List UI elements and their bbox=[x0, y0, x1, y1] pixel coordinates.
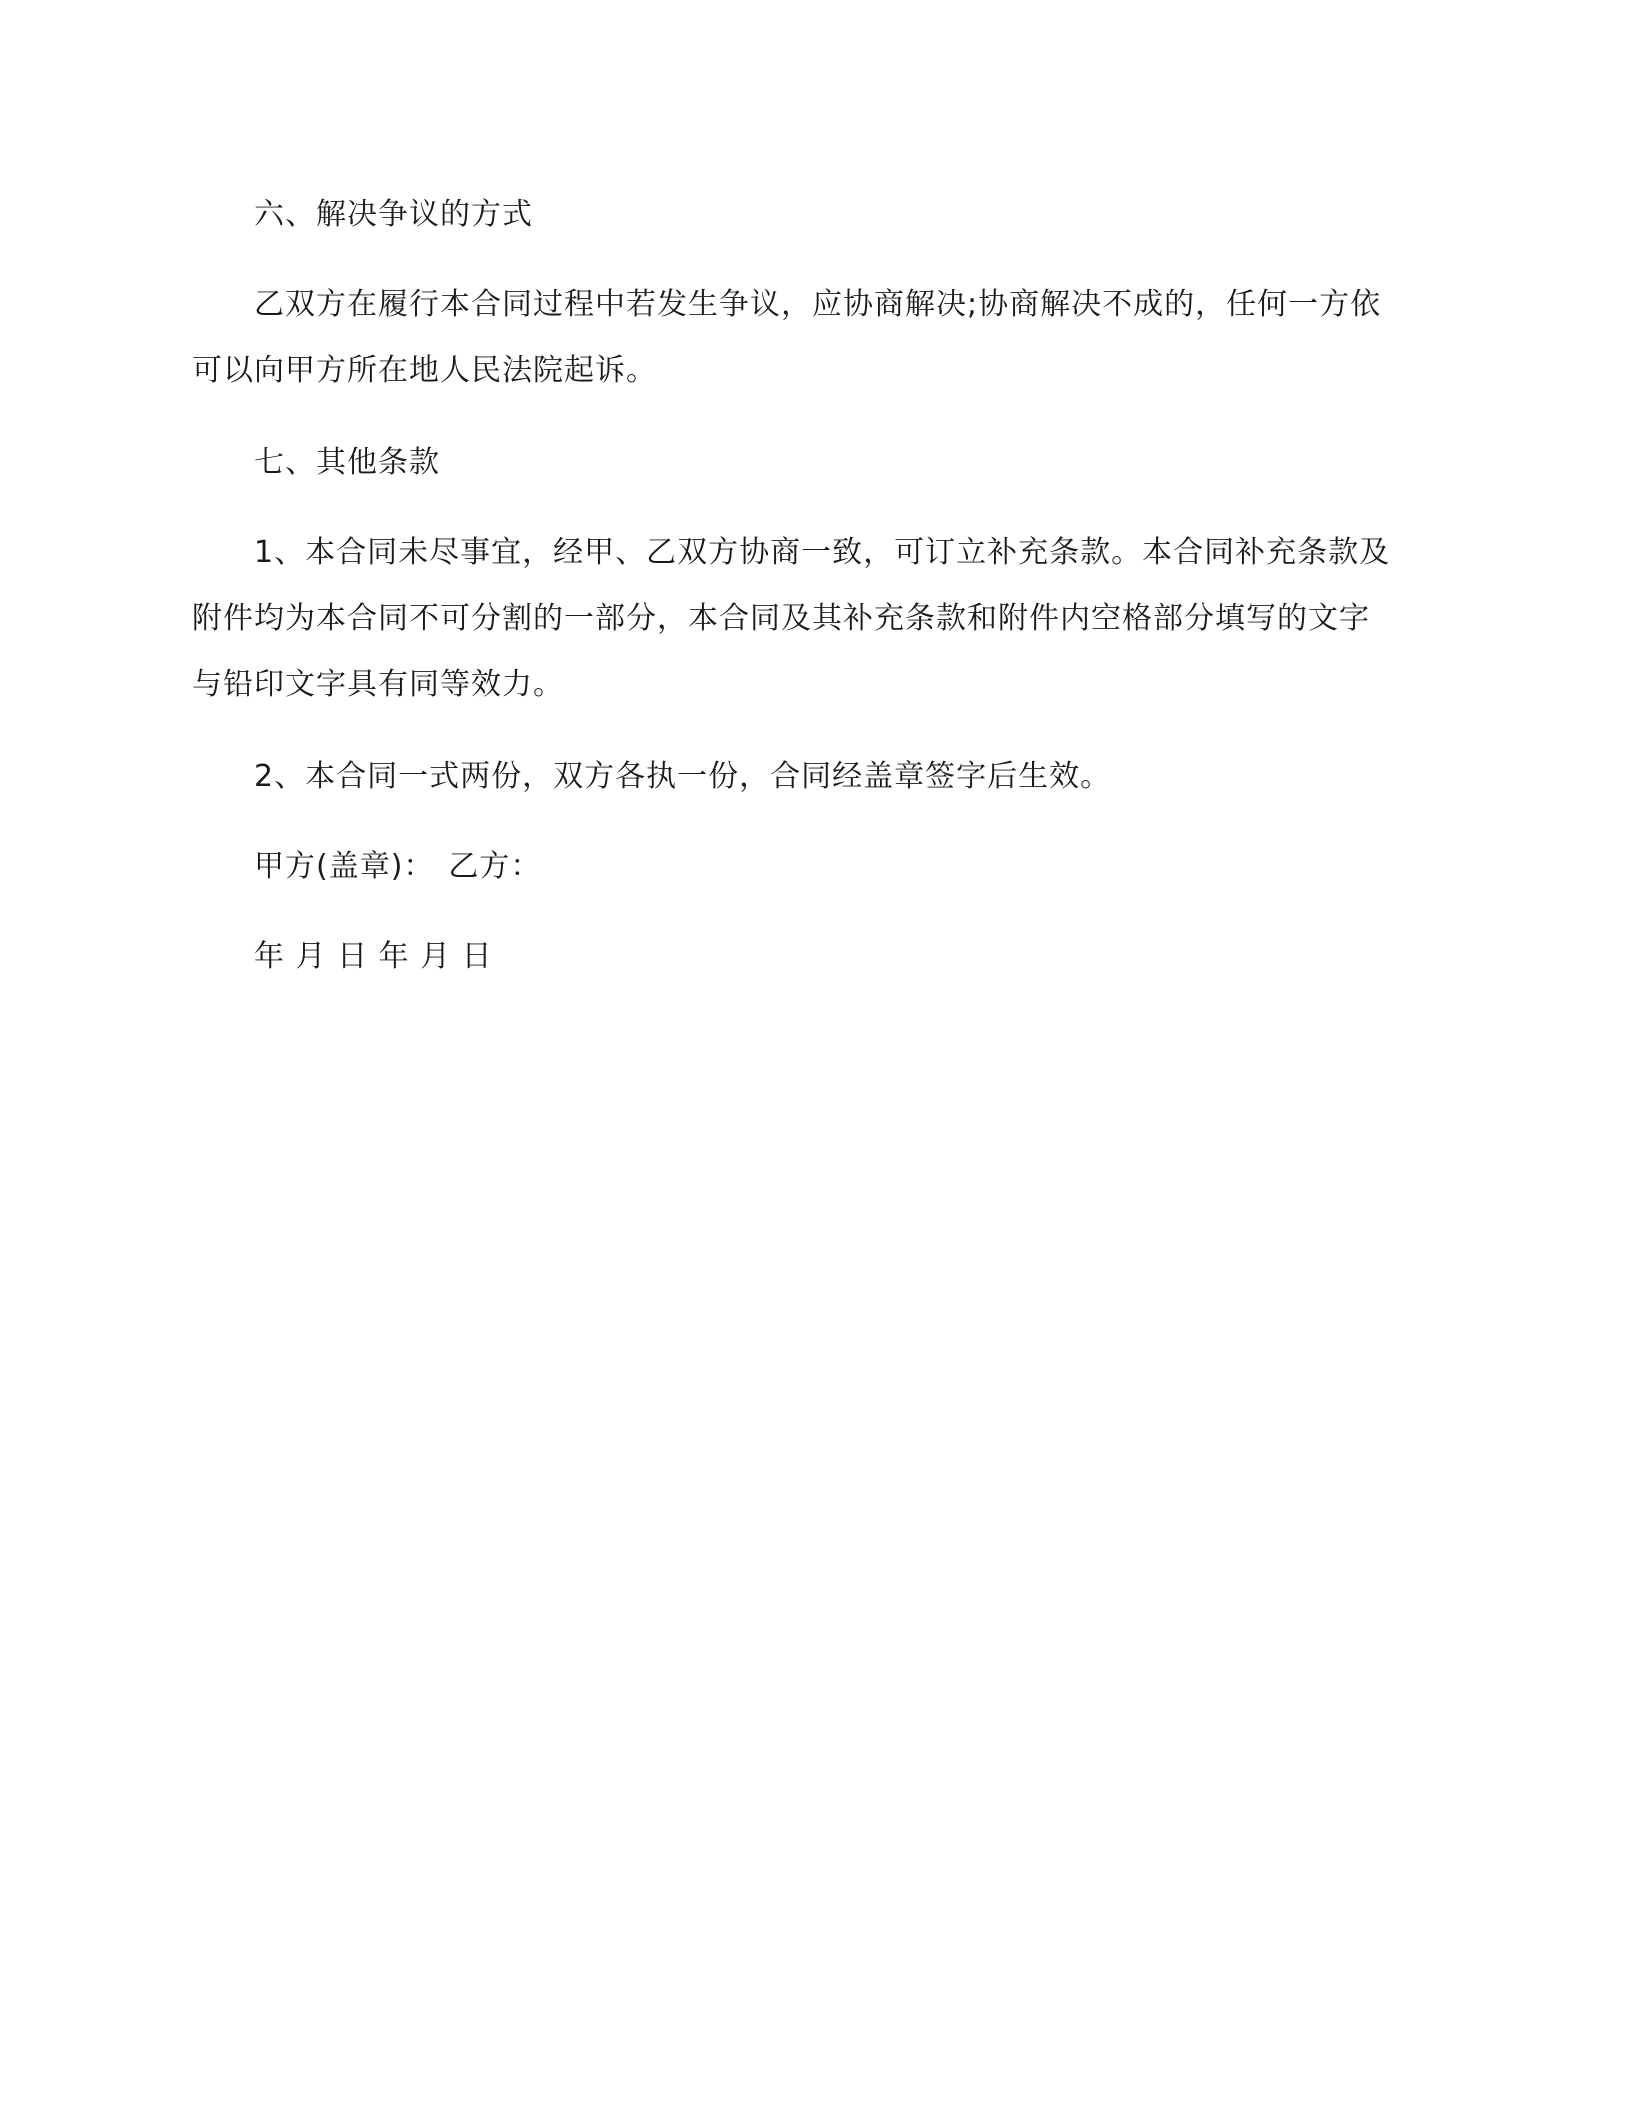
clause-1-line-2: 附件均为本合同不可分割的一部分，本合同及其补充条款和附件内空格部分填写的文字 bbox=[192, 601, 1370, 636]
section-7-clause-2: 2、本合同一式两份，双方各执一份，合同经盖章签字后生效。 bbox=[254, 759, 1112, 794]
section-7-clause-1 bbox=[192, 520, 1442, 718]
clause-1-line-3: 与铅印文字具有同等效力。 bbox=[192, 667, 564, 702]
section-6-body-line-2: 可以向甲方所在地人民法院起诉。 bbox=[192, 353, 657, 388]
party-b-signature-label: 乙方： bbox=[448, 849, 542, 884]
date-line: 年 月 日 年 月 日 bbox=[254, 939, 493, 974]
section-6-body bbox=[192, 272, 1442, 404]
section-7-heading: 七、其他条款 bbox=[254, 445, 440, 480]
party-a-signature-label: 甲方(盖章)： bbox=[254, 849, 435, 884]
signature-line bbox=[192, 834, 1504, 900]
section-6-body-line-1: 乙双方在履行本合同过程中若发生争议，应协商解决;协商解决不成的，任何一方依 bbox=[254, 287, 1382, 322]
clause-1-line-1: 1、本合同未尽事宜，经甲、乙双方协商一致，可订立补充条款。本合同补充条款及 bbox=[254, 535, 1391, 570]
section-6-heading: 六、解决争议的方式 bbox=[254, 197, 533, 232]
